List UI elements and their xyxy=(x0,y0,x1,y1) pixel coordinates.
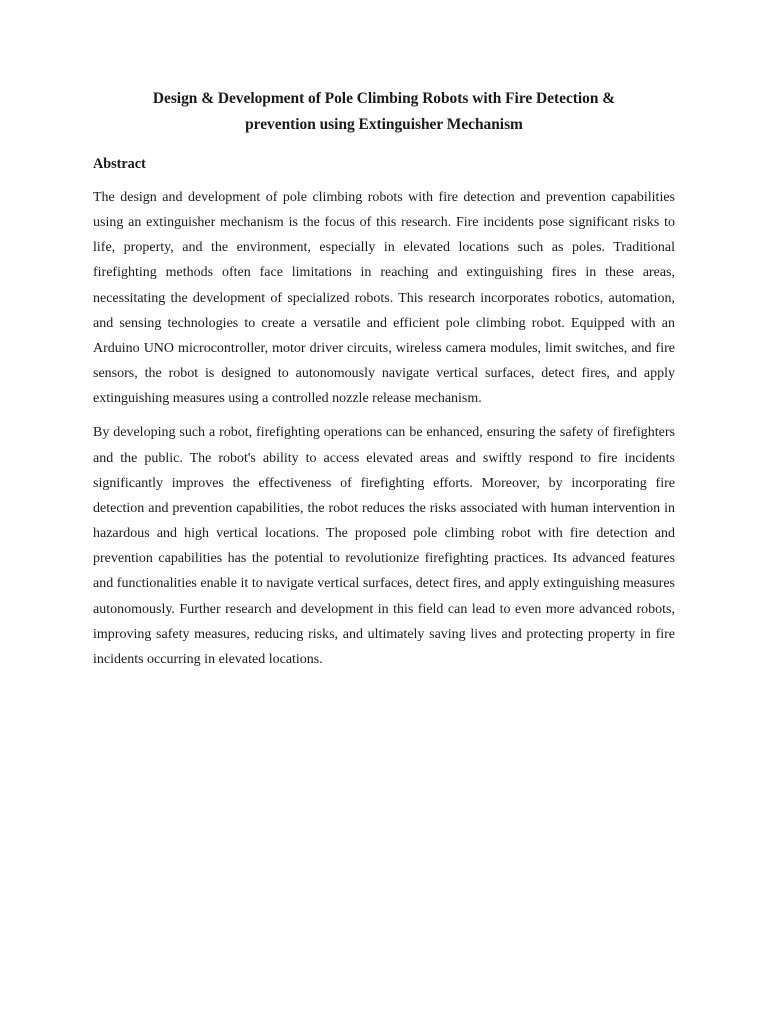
paper-title xyxy=(93,86,675,137)
paper-title-line-1: Design & Development of Pole Climbing Robots with Fire Detection & xyxy=(152,90,616,107)
abstract-paragraph-2: By developing such a robot, firefighting operations can be enhanced, ensuring the safety of firefighters and the public. The robot's ability to access elevated areas and swiftly respond to fire incidents significantly improves the effectiveness of firefighting efforts. Moreover, by incorporating fire detection and prevention capabilities, the robot reduces the risks associated with human intervention in hazardous and high vertical locations. The proposed pole climbing robot with fire detection and prevention capabilities has the potential to revolutionize firefighting practices. Its advanced features and functionalities enable it to navigate vertical surfaces, detect fires, and apply extinguishing measures autonomously. Further research and development in this field can lead to even more advanced robots, improving safety measures, reducing risks, and ultimately saving lives and protecting property in fire incidents occurring in elevated locations. xyxy=(93,425,675,667)
document-body xyxy=(93,86,675,672)
paper-title-line-2: prevention using Extinguisher Mechanism xyxy=(245,115,523,133)
abstract-heading: Abstract xyxy=(93,156,146,172)
abstract-paragraph-1: The design and development of pole climbing robots with fire detection and prevention capabilities using an extinguisher mechanism is the focus of this research. Fire incidents pose significant risks to life, property, and the environment, especially in elevated locations such as poles. Traditional firefighting methods often face limitations in reaching and extinguishing fires in these areas, necessitating the development of specialized robots. This research incorporates robotics, automation, and sensing technologies to create a versatile and efficient pole climbing robot. Equipped with an Arduino UNO microcontroller, motor driver circuits, wireless camera modules, limit switches, and fire sensors, the robot is designed to autonomously navigate vertical surfaces, detect fires, and apply extinguishing measures using a controlled nozzle release mechanism. xyxy=(93,190,675,407)
